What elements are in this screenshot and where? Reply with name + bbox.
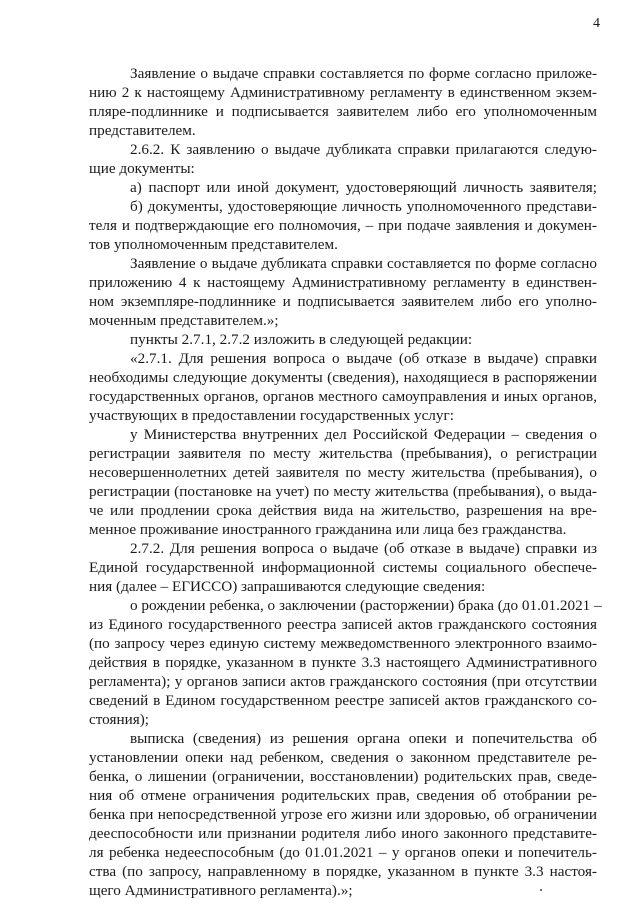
text-line: регистрации заявителя по месту жительства (пребывания), о регистрации (89, 445, 597, 462)
text-line: (по запросу через единую систему межведомственного электронного взаимо- (89, 635, 597, 652)
text-line: о рождении ребенка, о заключении (расторжении) брака (до 01.01.2021 – (130, 597, 602, 614)
text-line: че или продлении срока действия вида на жительство, разрешения на вре- (89, 502, 597, 519)
text-line: несовершеннолетних детей заявителя по месту жительства (пребывания), о (89, 464, 597, 481)
text-line: «2.7.1. Для решения вопроса о выдаче (об отказе в выдаче) справки (130, 350, 597, 367)
text-line: пляре-подлиннике и подписывается заявителем либо его уполномоченным (89, 103, 597, 120)
text-line: Единой государственной информационной системы социального обеспече- (89, 559, 597, 576)
text-line: стояния); (89, 711, 149, 728)
text-line: установлении опеки над ребенком, сведения о законном представителе ре- (89, 749, 597, 766)
text-line: моченным представителем.»; (89, 312, 279, 329)
text-line: Заявление о выдаче дубликата справки составляется по форме согласно (130, 255, 597, 272)
text-line: пункты 2.7.1, 2.7.2 изложить в следующей редакции: (130, 331, 473, 348)
text-line: менное проживание иностранного гражданина или лица без гражданства. (89, 521, 567, 538)
text-line: ном экземпляре-подлиннике и подписывается заявителем либо его уполно- (89, 293, 597, 310)
text-line: нию 2 к настоящему Административному регламенту в единственном экзем- (89, 84, 597, 101)
text-line: бенка, о лишении (ограничении, восстановлении) родительских прав, сведе- (89, 768, 597, 785)
text-line: участвующих в предоставлении государственных услуг: (89, 407, 454, 424)
text-line: регистрации (постановке на учет) по месту жительства (пребывания), о выда- (89, 483, 597, 500)
text-line: ля ребенка недееспособным (до 01.01.2021 – у органов опеки и попечитель- (89, 844, 597, 861)
text-line: тов уполномоченным представителем. (89, 236, 338, 253)
text-line: приложению 4 к настоящему Административному регламенту в единствен- (89, 274, 597, 291)
scan-speck (540, 889, 542, 891)
text-line: ния об отмене ограничения родительских прав, сведения об отобрании ре- (89, 787, 597, 804)
text-line: действия в порядке, указанном в пункте 3.3 настоящего Административного (89, 654, 597, 671)
text-line: щего Административного регламента).»; (89, 882, 353, 899)
text-line: регламента); у органов записи актов гражданского состояния (при отсутствии (89, 673, 597, 690)
text-line: 2.7.2. Для решения вопроса о выдаче (об отказе в выдаче) справки из (130, 540, 597, 557)
text-line: б) документы, удостоверяющие личность уполномоченного представи- (130, 198, 597, 215)
text-line: необходимы следующие документы (сведения), находящиеся в распоряжении (89, 369, 597, 386)
text-line: дееспособности или признании родителя либо иного законного представите- (89, 825, 597, 842)
text-line: теля и подтверждающие его полномочия, – при подаче заявления и докумен- (89, 217, 597, 234)
text-line: представителем. (89, 122, 196, 139)
text-line: а) паспорт или иной документ, удостоверяющий личность заявителя; (130, 179, 597, 196)
text-line: ния (далее – ЕГИССО) запрашиваются следующие сведения: (89, 578, 486, 595)
text-line: Заявление о выдаче справки составляется по форме согласно приложе- (130, 65, 597, 82)
text-line: щие документы: (89, 160, 195, 177)
text-line: ства (по запросу, направленному в порядке, указанном в пункте 3.3 настоя- (89, 863, 597, 880)
text-line: у Министерства внутренних дел Российской Федерации – сведения о (130, 426, 597, 443)
text-line: сведений в Едином государственном реестре записей актов гражданского со- (89, 692, 597, 709)
text-line: бенка при непосредственной угрозе его жизни или здоровью, об ограничении (89, 806, 597, 823)
text-line: из Единого государственного реестра записей актов гражданского состояния (89, 616, 597, 633)
text-line: выписка (сведения) из решения органа опеки и попечительства об (130, 730, 597, 747)
text-line: 2.6.2. К заявлению о выдаче дубликата справки прилагаются следую- (130, 141, 597, 158)
page-number: 4 (593, 16, 600, 31)
text-line: государственных органов, органов местного самоуправления и иных органов, (89, 388, 597, 405)
